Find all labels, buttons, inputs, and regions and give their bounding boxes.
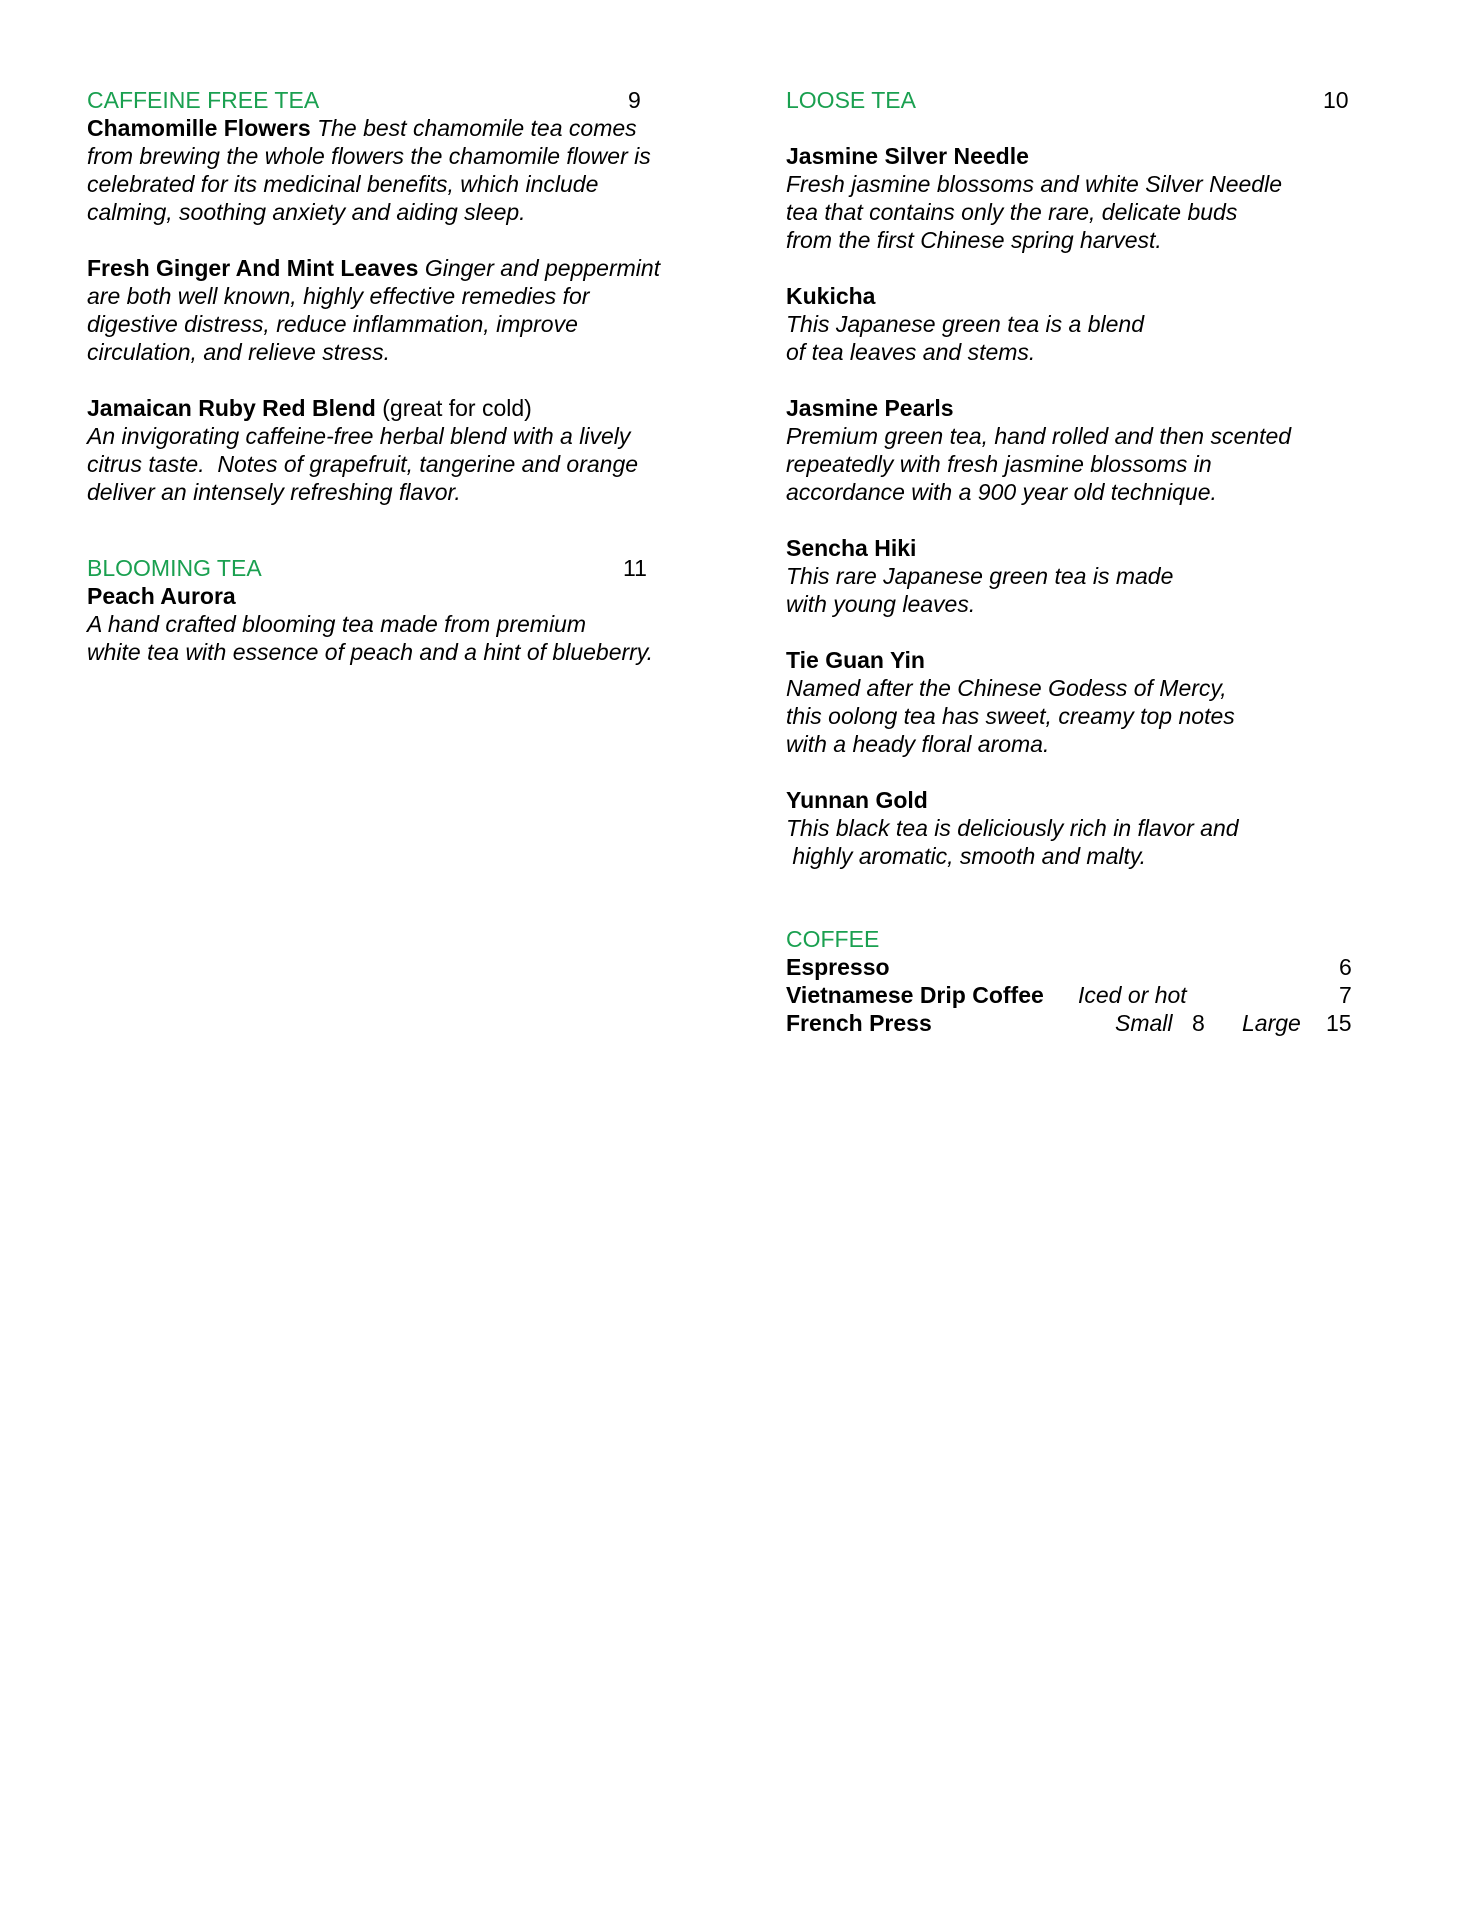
item-desc-line: repeatedly with fresh jasmine blossoms in (786, 451, 1212, 477)
item-price: 7 (1339, 982, 1352, 1008)
menu-item (87, 114, 697, 226)
item-desc-line: This Japanese green tea is a blend (786, 311, 1145, 337)
left-column (87, 86, 697, 666)
right-column (786, 86, 1356, 1037)
menu-item (786, 142, 1356, 254)
item-desc-line: of tea leaves and stems. (786, 339, 1036, 365)
item-name: French Press (786, 1010, 932, 1036)
item-desc-line: Premium green tea, hand rolled and then scented (786, 423, 1292, 449)
item-desc-line: An invigorating caffeine-free herbal blend with a lively (87, 423, 631, 449)
loose-tea-header (786, 86, 1356, 114)
item-desc-line: accordance with a 900 year old technique. (786, 479, 1217, 505)
item-name: Yunnan Gold (786, 787, 928, 813)
item-note: (great for cold) (382, 395, 532, 421)
item-desc-line: highly aromatic, smooth and malty. (786, 843, 1147, 869)
coffee-row-espresso (786, 953, 1356, 981)
menu-item (87, 394, 697, 506)
item-desc-line: The best chamomile tea comes (317, 115, 637, 141)
section-title: BLOOMING TEA (87, 555, 262, 581)
section-title: COFFEE (786, 926, 880, 952)
coffee-row-french-press (786, 1009, 1356, 1037)
item-desc-line: tea that contains only the rare, delicate buds (786, 199, 1238, 225)
item-desc-line: deliver an intensely refreshing flavor. (87, 479, 461, 505)
section-price: 10 (1323, 87, 1349, 113)
item-name: Espresso (786, 954, 890, 980)
item-desc-line: with young leaves. (786, 591, 976, 617)
item-desc-line: Ginger and peppermint (424, 255, 661, 281)
item-desc-line: with a heady floral aroma. (786, 731, 1050, 757)
section-price: 9 (628, 87, 641, 113)
item-note: Iced or hot (1078, 982, 1187, 1008)
section-price: 11 (623, 555, 647, 581)
caffeine-free-header (87, 86, 697, 114)
item-price: 6 (1339, 954, 1352, 980)
size-price-small: 8 (1192, 1010, 1205, 1036)
item-name: Kukicha (786, 283, 876, 309)
item-desc-line: Fresh jasmine blossoms and white Silver Needle (786, 171, 1282, 197)
size-label-small: Small (1115, 1010, 1173, 1036)
menu-item (786, 786, 1356, 870)
menu-item (786, 282, 1356, 366)
item-desc-line: celebrated for its medicinal benefits, which include (87, 171, 599, 197)
item-name: Fresh Ginger And Mint Leaves (87, 255, 419, 281)
item-desc-line: citrus taste. Notes of grapefruit, tangerine and orange (87, 451, 639, 477)
item-name: Vietnamese Drip Coffee (786, 982, 1044, 1008)
item-desc-line: calming, soothing anxiety and aiding sleep. (87, 199, 526, 225)
item-desc-line: are both well known, highly effective remedies for (87, 283, 590, 309)
item-desc-line: digestive distress, reduce inflammation, improve (87, 311, 578, 337)
item-desc-line: This black tea is deliciously rich in flavor and (786, 815, 1239, 841)
item-desc-line: from the first Chinese spring harvest. (786, 227, 1162, 253)
item-name: Chamomille Flowers (87, 115, 311, 141)
section-title: LOOSE TEA (786, 87, 916, 113)
item-name: Tie Guan Yin (786, 647, 925, 673)
item-desc-line: A hand crafted blooming tea made from premium (87, 611, 587, 637)
item-name: Jasmine Silver Needle (786, 143, 1029, 169)
item-desc-line: white tea with essence of peach and a hint of blueberry. (87, 639, 653, 665)
item-name: Jamaican Ruby Red Blend (87, 395, 376, 421)
item-name: Peach Aurora (87, 583, 236, 609)
menu-item (786, 646, 1356, 758)
menu-item (87, 254, 697, 366)
item-desc-line: this oolong tea has sweet, creamy top notes (786, 703, 1235, 729)
item-desc-line: from brewing the whole flowers the chamomile flower is (87, 143, 651, 169)
section-title: CAFFEINE FREE TEA (87, 87, 320, 113)
item-desc-line: Named after the Chinese Godess of Mercy, (786, 675, 1227, 701)
coffee-header (786, 925, 1356, 953)
item-name: Jasmine Pearls (786, 395, 954, 421)
item-desc-line: circulation, and relieve stress. (87, 339, 390, 365)
blooming-tea-header (87, 554, 697, 582)
menu-item (87, 582, 697, 666)
size-label-large: Large (1242, 1010, 1301, 1036)
coffee-row-vietnamese (786, 981, 1356, 1009)
size-price-large: 15 (1326, 1010, 1352, 1036)
menu-item (786, 534, 1356, 618)
item-name: Sencha Hiki (786, 535, 917, 561)
item-desc-line: This rare Japanese green tea is made (786, 563, 1174, 589)
menu-item (786, 394, 1356, 506)
